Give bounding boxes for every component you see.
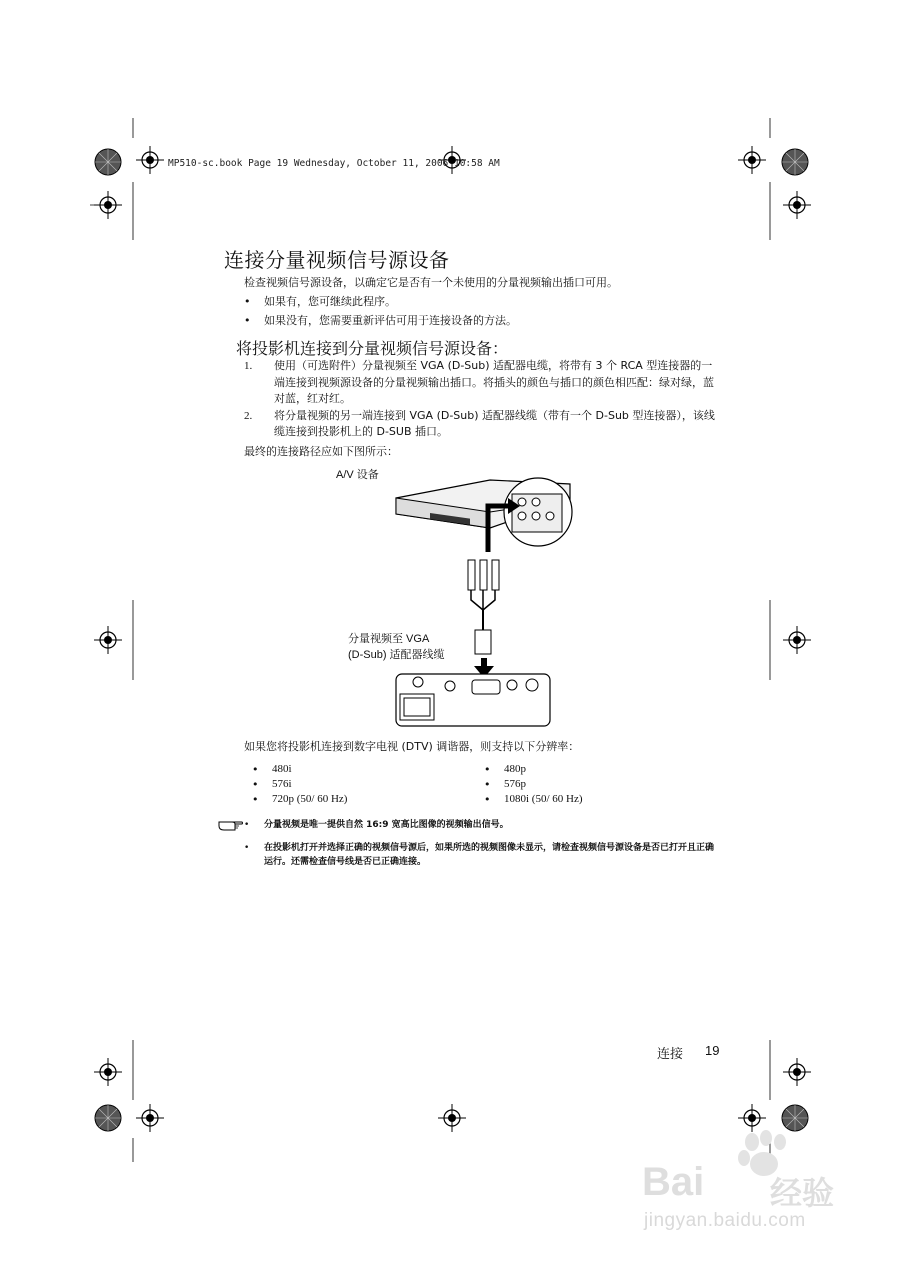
step-text: 将分量视频的另一端连接到 VGA (D-Sub) 适配器线缆（带有一个 D-Sub 型连接器），该线缆连接到投影机上的 D-SUB 插口。 — [274, 408, 715, 438]
pointing-hand-icon — [218, 818, 244, 832]
print-header: MP510-sc.book Page 19 Wednesday, October 11, 2006 10:58 AM — [168, 158, 500, 169]
list-item: • 如果有，您可继续此程序。 — [244, 292, 517, 311]
list-item: • 1080i (50/ 60 Hz) — [484, 792, 583, 807]
rca-plugs — [468, 560, 499, 610]
step-text: 使用（可选附件）分量视频至 VGA (D-Sub) 适配器电缆，将带有 3 个 RCA 型连接器的一端连接到视频源设备的分量视频输出插口。将插头的颜色与插口的颜色相匹配：绿对绿，蓝对蓝，红对红。 — [274, 359, 714, 405]
cable-label-line2: (D-Sub) 适配器线缆 — [348, 649, 445, 661]
list-item: • 576i — [252, 777, 347, 792]
footer-section-label: 连接 — [657, 1047, 684, 1062]
watermark-brand: Bai — [642, 1160, 705, 1204]
watermark-url: jingyan.baidu.com — [644, 1210, 806, 1231]
note-item: • 分量视频是唯一提供自然 16:9 宽高比图像的视频输出信号。 — [244, 818, 714, 832]
connection-diagram — [380, 470, 580, 730]
list-item: • 576p — [484, 777, 583, 792]
step-item — [244, 358, 719, 408]
step-number: 1. — [244, 360, 253, 372]
list-item: • 如果没有，您需要重新评估可用于连接设备的方法。 — [244, 311, 517, 330]
av-device-label: A/V 设备 — [336, 469, 379, 481]
resolution-list-left — [252, 762, 347, 807]
resolution-list-right — [484, 762, 583, 807]
projector-rear-illustration — [396, 674, 550, 726]
procedure-steps — [244, 358, 719, 441]
resolutions-intro: 如果您将投影机连接到数字电视 (DTV) 调谐器，则支持以下分辨率： — [244, 740, 580, 753]
section-intro: 检查视频信号源设备，以确定它是否有一个未使用的分量视频输出插口可用。 — [244, 276, 618, 289]
list-item: • 720p (50/ 60 Hz) — [252, 792, 347, 807]
procedure-title: 将投影机连接到分量视频信号源设备： — [236, 339, 509, 358]
step-number: 2. — [244, 409, 253, 422]
page-number: 19 — [705, 1043, 720, 1058]
step-item — [244, 408, 719, 441]
list-item: • 480p — [484, 762, 583, 777]
vga-plug — [475, 630, 491, 654]
list-item: • 480i — [252, 762, 347, 777]
cable-label-line1: 分量视频至 VGA — [348, 633, 430, 645]
path-description: 最终的连接路径应如下图所示： — [244, 445, 398, 458]
section-title: 连接分量视频信号源设备 — [224, 248, 450, 272]
note-item: • 在投影机打开并选择正确的视频信号源后，如果所选的视频图像未显示，请检查视频信号源设备是否已打开且正确运行。还需检查信号线是否已正确连接。 — [244, 841, 714, 869]
notes-list — [244, 818, 714, 878]
watermark-brand-suffix: 经验 — [770, 1174, 835, 1212]
section-bullets — [244, 292, 517, 330]
av-device-illustration — [396, 478, 572, 546]
